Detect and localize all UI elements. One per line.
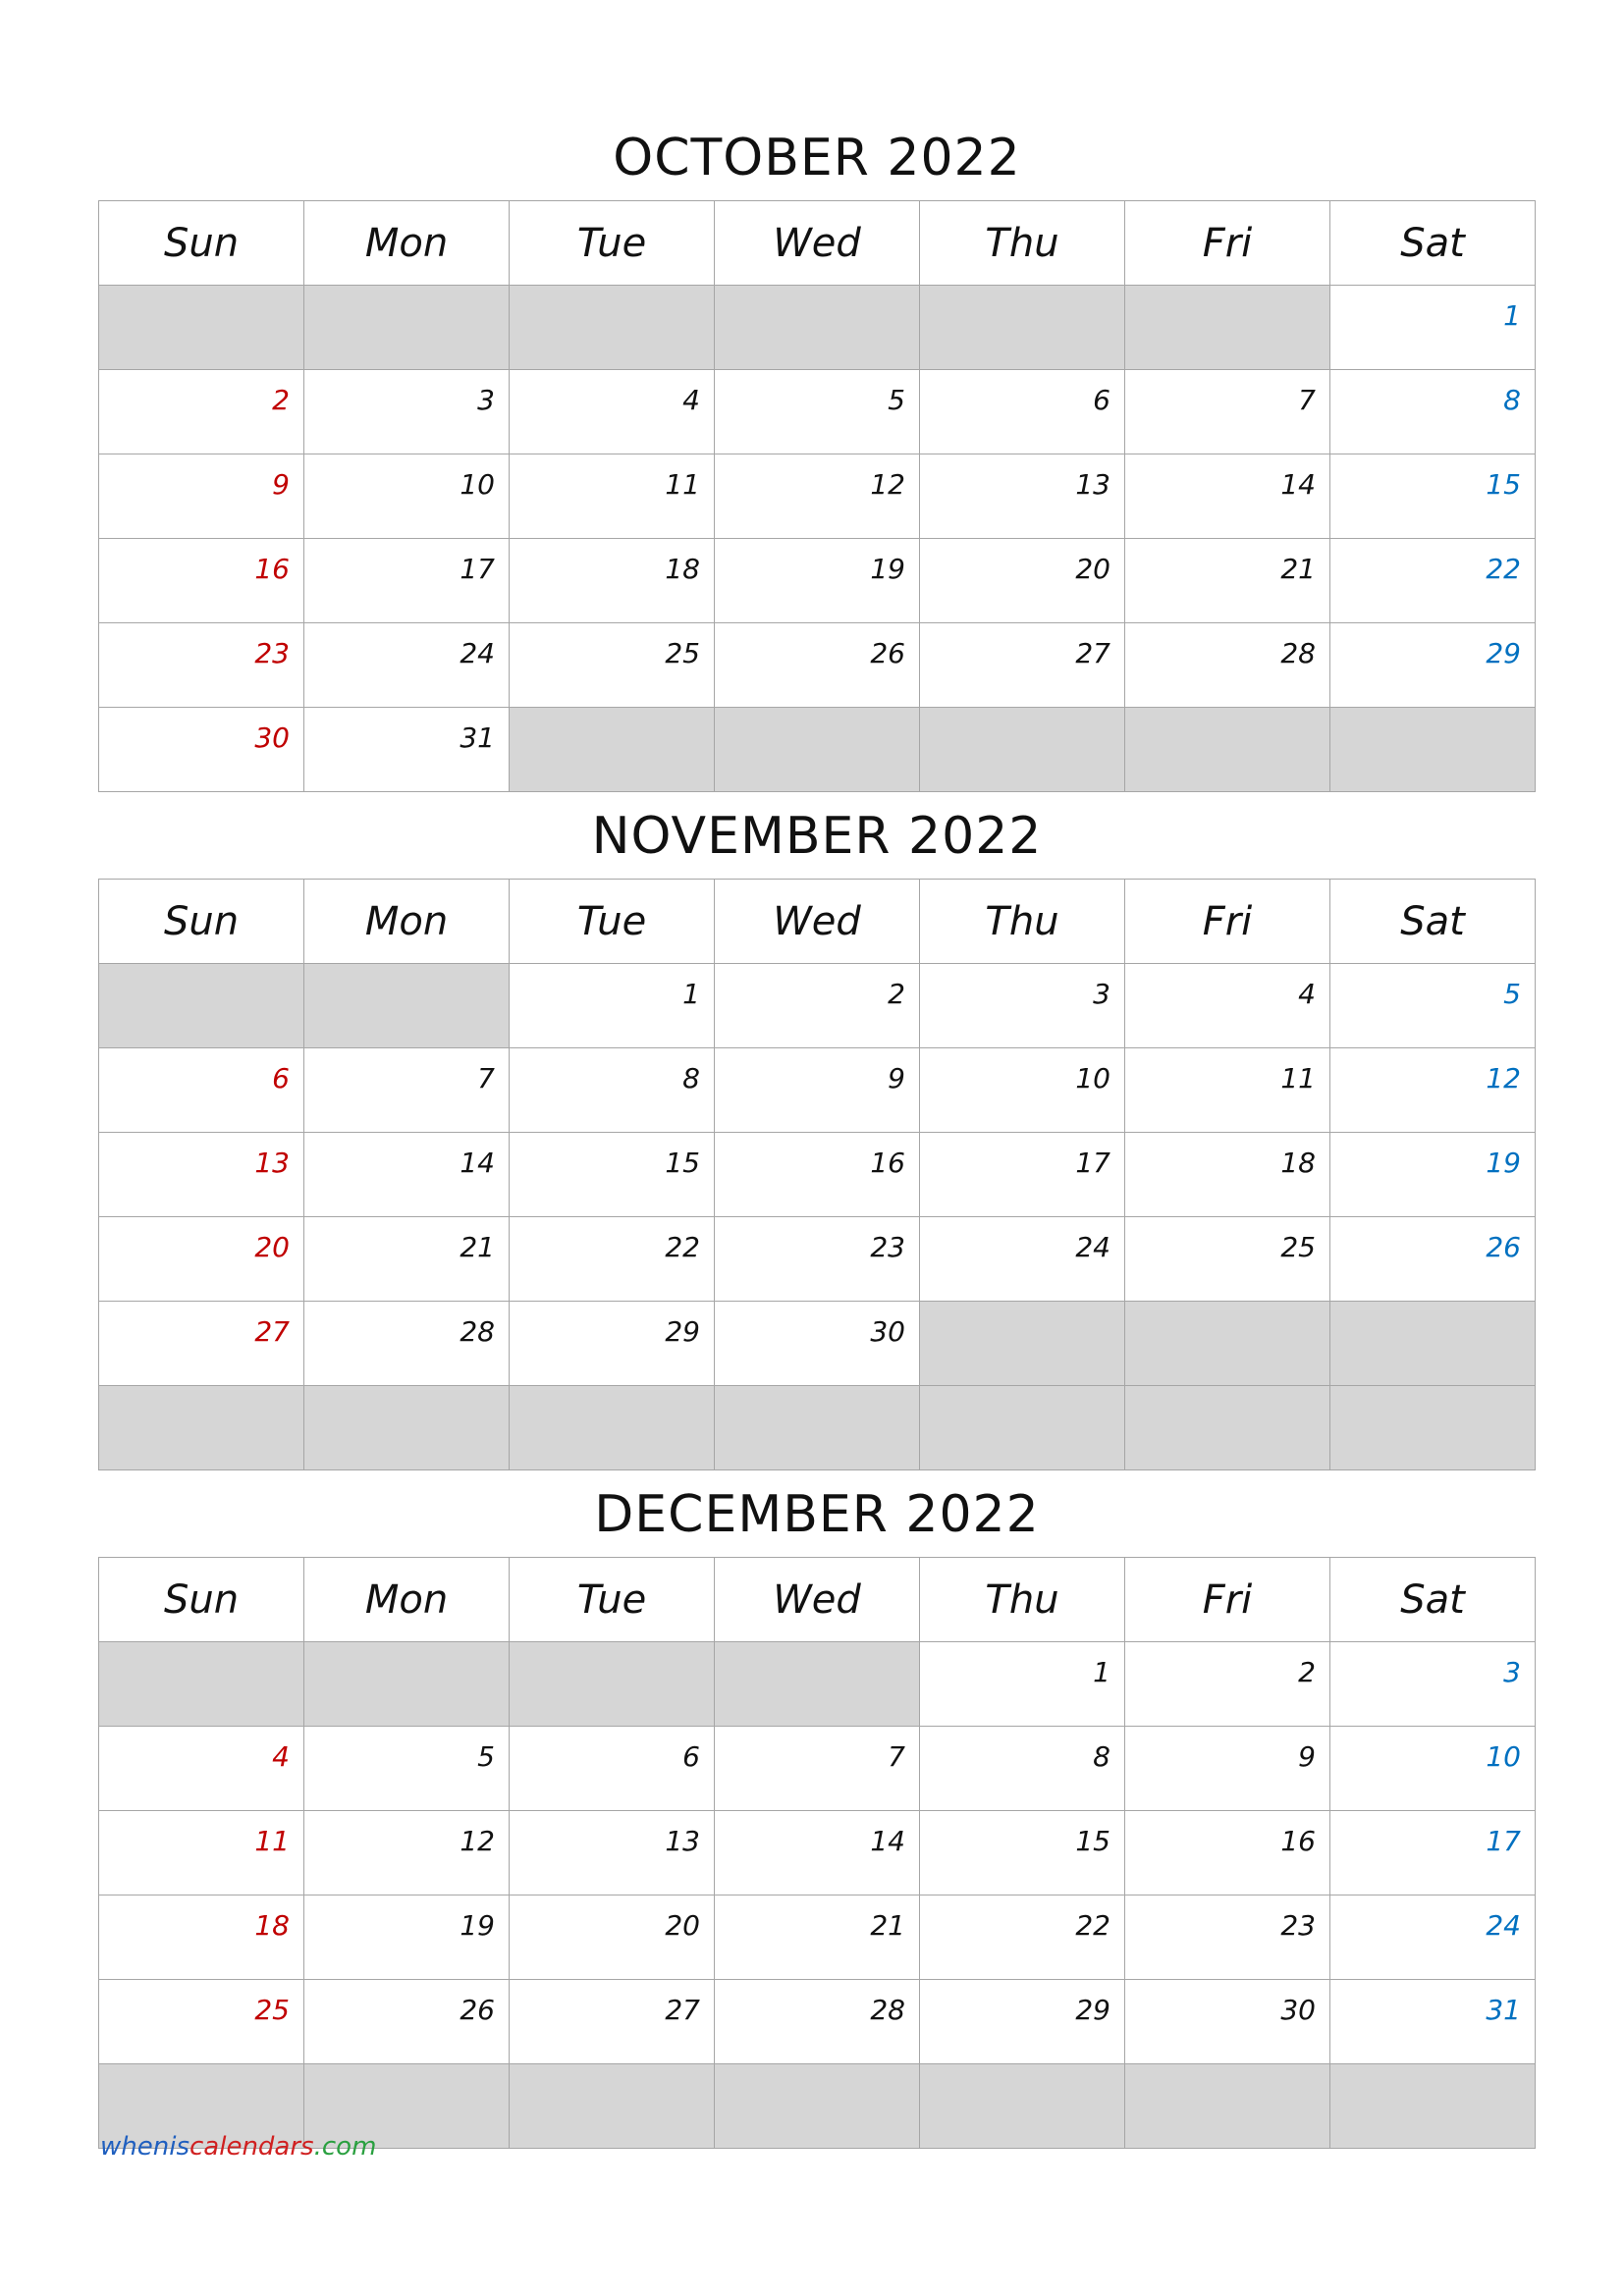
day-cell — [510, 1727, 715, 1811]
day-cell — [304, 454, 510, 539]
day-cell — [510, 1811, 715, 1896]
day-number: 4 — [272, 1740, 290, 1773]
day-number: 26 — [870, 637, 905, 669]
day-number: 2 — [1298, 1656, 1316, 1688]
day-number: 3 — [1093, 978, 1110, 1010]
day-cell — [99, 539, 304, 623]
day-number: 15 — [1486, 468, 1521, 501]
day-cell — [715, 1217, 920, 1302]
empty-day-cell — [920, 2064, 1125, 2149]
week-row — [99, 1133, 1536, 1217]
empty-day-cell — [304, 964, 510, 1048]
day-number: 14 — [460, 1147, 495, 1179]
day-cell — [1125, 964, 1330, 1048]
day-number: 14 — [1280, 468, 1316, 501]
weekday-header: Sun — [99, 880, 304, 964]
month-block — [98, 1472, 1536, 2149]
empty-day-cell — [1330, 2064, 1536, 2149]
month-grid — [98, 1557, 1536, 2149]
day-number: 7 — [1298, 384, 1316, 416]
day-cell — [715, 1302, 920, 1386]
week-row — [99, 708, 1536, 792]
day-cell — [1330, 1048, 1536, 1133]
month-grid — [98, 200, 1536, 792]
week-row — [99, 1386, 1536, 1470]
day-number: 30 — [254, 721, 290, 754]
day-cell — [1330, 1980, 1536, 2064]
day-cell — [99, 708, 304, 792]
empty-day-cell — [99, 1386, 304, 1470]
empty-day-cell — [1125, 1386, 1330, 1470]
weekday-header-row — [99, 880, 1536, 964]
empty-day-cell — [1125, 1302, 1330, 1386]
day-cell — [99, 1811, 304, 1896]
day-number: 18 — [254, 1909, 290, 1942]
weekday-header: Thu — [920, 1558, 1125, 1642]
day-cell — [1330, 454, 1536, 539]
weekday-header: Wed — [715, 201, 920, 286]
day-number: 30 — [1280, 1994, 1316, 2026]
week-row — [99, 623, 1536, 708]
weekday-header: Fri — [1125, 201, 1330, 286]
day-number: 3 — [477, 384, 495, 416]
empty-day-cell — [510, 286, 715, 370]
day-number: 26 — [1486, 1231, 1521, 1263]
day-number: 7 — [477, 1062, 495, 1095]
empty-day-cell — [304, 1642, 510, 1727]
empty-day-cell — [1125, 286, 1330, 370]
weekday-header: Mon — [304, 880, 510, 964]
day-cell — [304, 1896, 510, 1980]
week-row — [99, 1302, 1536, 1386]
empty-day-cell — [920, 708, 1125, 792]
day-cell — [99, 623, 304, 708]
day-number: 21 — [460, 1231, 495, 1263]
day-cell — [1125, 370, 1330, 454]
weekday-header: Thu — [920, 880, 1125, 964]
empty-day-cell — [510, 1642, 715, 1727]
day-cell — [920, 623, 1125, 708]
day-number: 19 — [1486, 1147, 1521, 1179]
day-cell — [920, 964, 1125, 1048]
day-cell — [1125, 539, 1330, 623]
day-number: 5 — [477, 1740, 495, 1773]
day-number: 23 — [254, 637, 290, 669]
day-cell — [1330, 1642, 1536, 1727]
day-number: 15 — [1075, 1825, 1110, 1857]
day-number: 23 — [870, 1231, 905, 1263]
empty-day-cell — [715, 286, 920, 370]
day-cell — [1125, 623, 1330, 708]
day-cell — [1330, 1133, 1536, 1217]
month-block — [98, 794, 1536, 1470]
day-number: 5 — [1503, 978, 1521, 1010]
day-cell — [304, 1980, 510, 2064]
day-cell — [1125, 1217, 1330, 1302]
day-cell — [99, 1302, 304, 1386]
day-number: 27 — [1075, 637, 1110, 669]
day-number: 24 — [1075, 1231, 1110, 1263]
empty-day-cell — [99, 286, 304, 370]
weekday-header: Wed — [715, 1558, 920, 1642]
empty-day-cell — [715, 708, 920, 792]
day-cell — [920, 1980, 1125, 2064]
day-number: 25 — [254, 1994, 290, 2026]
day-cell — [99, 1133, 304, 1217]
day-number: 27 — [254, 1315, 290, 1348]
week-row — [99, 370, 1536, 454]
weekday-header: Sat — [1330, 1558, 1536, 1642]
day-cell — [920, 1217, 1125, 1302]
day-cell — [304, 1048, 510, 1133]
day-cell — [715, 1980, 920, 2064]
day-cell — [1125, 1048, 1330, 1133]
day-cell — [510, 964, 715, 1048]
day-number: 13 — [665, 1825, 700, 1857]
day-number: 11 — [665, 468, 700, 501]
day-cell — [1330, 286, 1536, 370]
month-block — [98, 116, 1536, 792]
empty-day-cell — [1125, 708, 1330, 792]
day-number: 6 — [1093, 384, 1110, 416]
empty-day-cell — [715, 1386, 920, 1470]
empty-day-cell — [1330, 1386, 1536, 1470]
watermark-part-3: .com — [313, 2132, 377, 2162]
day-cell — [715, 454, 920, 539]
day-cell — [920, 1896, 1125, 1980]
day-number: 11 — [254, 1825, 290, 1857]
day-cell — [715, 1048, 920, 1133]
weekday-header: Fri — [1125, 880, 1330, 964]
month-grid — [98, 879, 1536, 1470]
day-cell — [99, 1980, 304, 2064]
day-cell — [510, 454, 715, 539]
day-number: 20 — [1075, 553, 1110, 585]
day-cell — [920, 539, 1125, 623]
day-number: 9 — [888, 1062, 905, 1095]
day-number: 13 — [254, 1147, 290, 1179]
week-row — [99, 286, 1536, 370]
empty-day-cell — [1330, 1302, 1536, 1386]
day-cell — [99, 1048, 304, 1133]
day-cell — [715, 964, 920, 1048]
day-cell — [99, 1217, 304, 1302]
weekday-header: Mon — [304, 201, 510, 286]
day-number: 9 — [1298, 1740, 1316, 1773]
day-cell — [1330, 1811, 1536, 1896]
day-cell — [1125, 454, 1330, 539]
day-number: 6 — [682, 1740, 700, 1773]
day-number: 24 — [1486, 1909, 1521, 1942]
day-number: 12 — [460, 1825, 495, 1857]
week-row — [99, 1980, 1536, 2064]
day-number: 17 — [1075, 1147, 1110, 1179]
day-number: 29 — [1486, 637, 1521, 669]
day-cell — [304, 1217, 510, 1302]
empty-day-cell — [715, 2064, 920, 2149]
weekday-header: Wed — [715, 880, 920, 964]
weekday-header-row — [99, 201, 1536, 286]
day-cell — [715, 1727, 920, 1811]
day-cell — [99, 1896, 304, 1980]
day-number: 22 — [665, 1231, 700, 1263]
day-number: 19 — [870, 553, 905, 585]
weekday-header: Sat — [1330, 201, 1536, 286]
empty-day-cell — [715, 1642, 920, 1727]
day-cell — [510, 1048, 715, 1133]
day-number: 22 — [1486, 553, 1521, 585]
day-cell — [920, 1133, 1125, 1217]
day-number: 15 — [665, 1147, 700, 1179]
month-title: OCTOBER 2022 — [613, 129, 1021, 187]
day-cell — [920, 1811, 1125, 1896]
day-number: 17 — [1486, 1825, 1521, 1857]
watermark-link[interactable] — [100, 2132, 376, 2162]
day-number: 5 — [888, 384, 905, 416]
day-number: 28 — [460, 1315, 495, 1348]
day-number: 28 — [1280, 637, 1316, 669]
day-cell — [1330, 1896, 1536, 1980]
empty-day-cell — [920, 1386, 1125, 1470]
day-cell — [1330, 964, 1536, 1048]
weekday-header: Fri — [1125, 1558, 1330, 1642]
day-number: 9 — [272, 468, 290, 501]
day-number: 11 — [1280, 1062, 1316, 1095]
day-cell — [304, 539, 510, 623]
day-number: 25 — [1280, 1231, 1316, 1263]
empty-day-cell — [510, 708, 715, 792]
week-row — [99, 1048, 1536, 1133]
day-cell — [304, 370, 510, 454]
watermark-part-1: whenis — [100, 2132, 189, 2162]
week-row — [99, 539, 1536, 623]
day-cell — [715, 1133, 920, 1217]
day-cell — [1125, 1896, 1330, 1980]
day-number: 19 — [460, 1909, 495, 1942]
week-row — [99, 454, 1536, 539]
day-number: 28 — [870, 1994, 905, 2026]
day-cell — [1330, 623, 1536, 708]
day-number: 14 — [870, 1825, 905, 1857]
day-cell — [304, 1811, 510, 1896]
day-cell — [1330, 1727, 1536, 1811]
day-cell — [510, 539, 715, 623]
day-number: 21 — [870, 1909, 905, 1942]
day-cell — [1330, 370, 1536, 454]
weekday-header: Tue — [510, 201, 715, 286]
day-number: 13 — [1075, 468, 1110, 501]
day-cell — [510, 370, 715, 454]
empty-day-cell — [920, 286, 1125, 370]
week-row — [99, 1217, 1536, 1302]
day-number: 1 — [1503, 299, 1521, 332]
empty-day-cell — [510, 2064, 715, 2149]
day-cell — [1125, 1727, 1330, 1811]
day-cell — [1125, 1811, 1330, 1896]
day-number: 12 — [1486, 1062, 1521, 1095]
day-cell — [510, 1980, 715, 2064]
day-number: 27 — [665, 1994, 700, 2026]
day-number: 20 — [665, 1909, 700, 1942]
day-number: 4 — [1298, 978, 1316, 1010]
day-number: 1 — [682, 978, 700, 1010]
weekday-header: Tue — [510, 880, 715, 964]
day-number: 2 — [888, 978, 905, 1010]
day-number: 23 — [1280, 1909, 1316, 1942]
empty-day-cell — [99, 1642, 304, 1727]
week-row — [99, 1727, 1536, 1811]
day-number: 18 — [1280, 1147, 1316, 1179]
weekday-header: Sun — [99, 1558, 304, 1642]
weekday-header: Sun — [99, 201, 304, 286]
weekday-header: Thu — [920, 201, 1125, 286]
day-cell — [304, 708, 510, 792]
day-number: 7 — [888, 1740, 905, 1773]
day-number: 8 — [1503, 384, 1521, 416]
day-number: 21 — [1280, 553, 1316, 585]
day-cell — [510, 1217, 715, 1302]
day-cell — [715, 370, 920, 454]
day-cell — [1330, 1217, 1536, 1302]
day-cell — [99, 370, 304, 454]
day-number: 17 — [460, 553, 495, 585]
day-cell — [510, 1133, 715, 1217]
day-number: 1 — [1093, 1656, 1110, 1688]
day-cell — [715, 623, 920, 708]
watermark-part-2: calendars — [189, 2132, 314, 2162]
day-number: 8 — [682, 1062, 700, 1095]
week-row — [99, 1896, 1536, 1980]
weekday-header: Sat — [1330, 880, 1536, 964]
empty-day-cell — [99, 964, 304, 1048]
empty-day-cell — [1330, 708, 1536, 792]
day-cell — [1330, 539, 1536, 623]
day-cell — [304, 1727, 510, 1811]
day-cell — [920, 1048, 1125, 1133]
day-cell — [1125, 1642, 1330, 1727]
day-cell — [510, 1896, 715, 1980]
week-row — [99, 1811, 1536, 1896]
day-cell — [304, 1302, 510, 1386]
day-cell — [304, 1133, 510, 1217]
day-number: 6 — [272, 1062, 290, 1095]
day-number: 10 — [1075, 1062, 1110, 1095]
day-number: 26 — [460, 1994, 495, 2026]
day-number: 16 — [870, 1147, 905, 1179]
empty-day-cell — [920, 1302, 1125, 1386]
month-title: DECEMBER 2022 — [594, 1485, 1040, 1544]
day-number: 16 — [1280, 1825, 1316, 1857]
empty-day-cell — [1125, 2064, 1330, 2149]
day-cell — [99, 454, 304, 539]
day-number: 10 — [1486, 1740, 1521, 1773]
day-cell — [1125, 1133, 1330, 1217]
day-number: 24 — [460, 637, 495, 669]
day-cell — [715, 1811, 920, 1896]
day-cell — [510, 623, 715, 708]
day-number: 30 — [870, 1315, 905, 1348]
weekday-header-row — [99, 1558, 1536, 1642]
day-number: 10 — [460, 468, 495, 501]
weekday-header: Mon — [304, 1558, 510, 1642]
day-cell — [920, 1642, 1125, 1727]
week-row — [99, 964, 1536, 1048]
day-cell — [920, 454, 1125, 539]
day-number: 29 — [665, 1315, 700, 1348]
day-number: 31 — [460, 721, 495, 754]
day-number: 8 — [1093, 1740, 1110, 1773]
empty-day-cell — [510, 1386, 715, 1470]
day-number: 20 — [254, 1231, 290, 1263]
day-cell — [510, 1302, 715, 1386]
day-cell — [715, 539, 920, 623]
empty-day-cell — [304, 1386, 510, 1470]
day-number: 22 — [1075, 1909, 1110, 1942]
day-number: 29 — [1075, 1994, 1110, 2026]
day-number: 25 — [665, 637, 700, 669]
day-cell — [304, 623, 510, 708]
day-number: 16 — [254, 553, 290, 585]
empty-day-cell — [304, 286, 510, 370]
day-cell — [99, 1727, 304, 1811]
day-number: 31 — [1486, 1994, 1521, 2026]
weekday-header: Tue — [510, 1558, 715, 1642]
day-number: 2 — [272, 384, 290, 416]
week-row — [99, 1642, 1536, 1727]
day-cell — [920, 1727, 1125, 1811]
month-title: NOVEMBER 2022 — [591, 807, 1043, 866]
day-number: 12 — [870, 468, 905, 501]
day-cell — [1125, 1980, 1330, 2064]
day-number: 4 — [682, 384, 700, 416]
day-cell — [920, 370, 1125, 454]
day-number: 18 — [665, 553, 700, 585]
day-number: 3 — [1503, 1656, 1521, 1688]
day-cell — [715, 1896, 920, 1980]
